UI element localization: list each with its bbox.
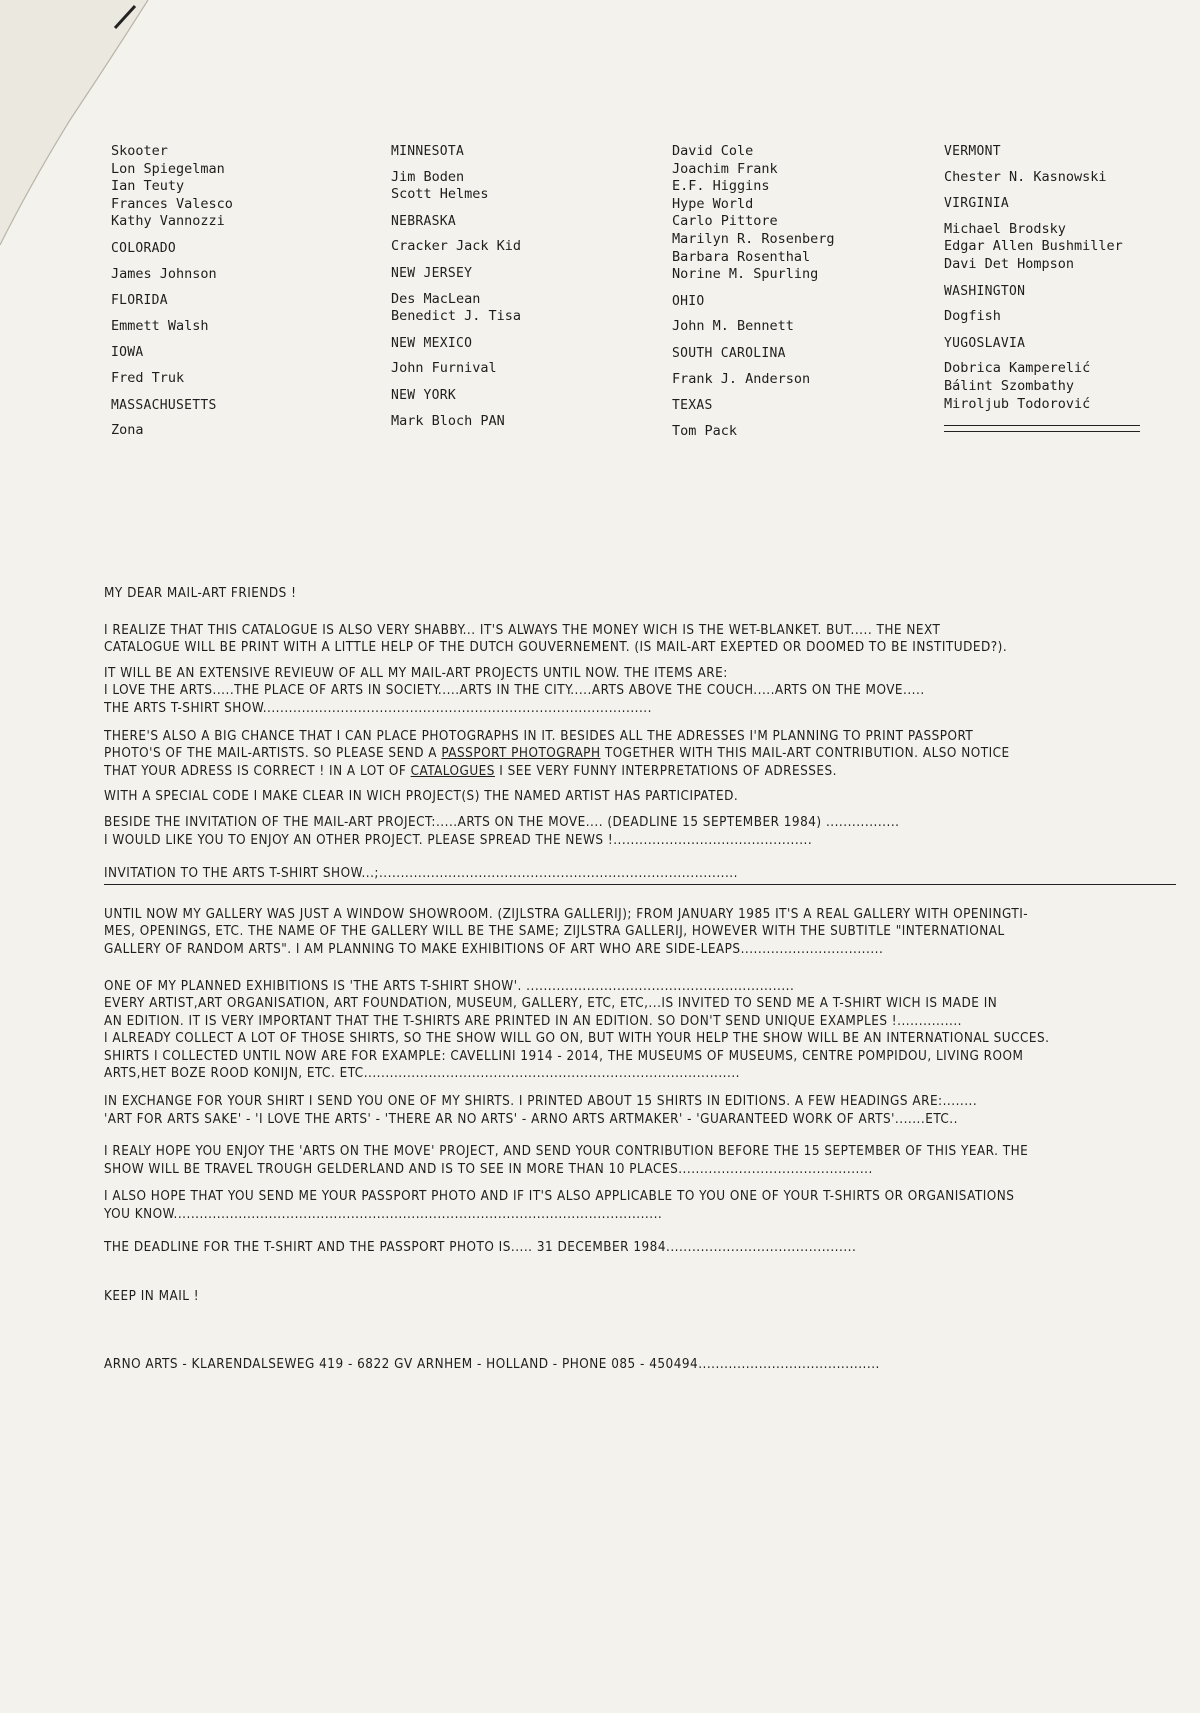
state-heading: VIRGINIA [944, 196, 1010, 212]
artist-name: Chester N. Kasnowski [944, 168, 1107, 185]
state-heading: WASHINGTON [944, 283, 1026, 299]
artist-name: Frances Valesco [111, 195, 233, 212]
paragraph: IN EXCHANGE FOR YOUR SHIRT I SEND YOU ONE OF MY SHIRTS. I PRINTED ABOUT 15 SHIRTS IN EDITIONS. A FEW HEADINGS ARE:........ 'ART FOR ARTS SAKE' - 'I LOVE THE ARTS' - 'THERE AR NO ARTS' - ARNO ARTS ARTMAKER' - 'GUARANTEED WORK OF ARTS'.......ETC.. [104, 1094, 978, 1127]
paragraph: BESIDE THE INVITATION OF THE MAIL-ART PROJECT:.....ARTS ON THE MOVE.... (DEADLINE 15 SEPTEMBER 1984) ................. I WOULD LIKE YOU TO ENJOY AN OTHER PROJECT. PLEASE SPREAD THE NEWS !.............................................. [104, 814, 900, 848]
artist-name: James Johnson [111, 265, 217, 282]
artist-name: Dogfish [944, 308, 1001, 325]
paragraph: I REALIZE THAT THIS CATALOGUE IS ALSO VERY SHABBY... IT'S ALWAYS THE MONEY WICH IS THE WET-BLANKET. BUT..... THE NEXT CATALOGUE WILL BE PRINT WITH A LITTLE HELP OF THE DUTCH GOUVERNEMENT. (IS MAIL-ART EXEPTED OR DOOMED TO BE INSTITUDED?). [104, 622, 1008, 656]
state-group [111, 335, 381, 387]
state-heading: YUGOSLAVIA [944, 335, 1026, 351]
state-heading: TEXAS [672, 398, 713, 414]
artist-name: Tom Pack [672, 422, 738, 439]
state-group [944, 274, 1200, 326]
artist-name: Mark Bloch PAN [391, 412, 505, 429]
state-group [391, 378, 661, 430]
artist-name: Jim Boden [391, 168, 465, 185]
artist-name: Barbara Rosenthal [672, 248, 811, 265]
artist-name: Joachim Frank [672, 160, 778, 177]
state-heading: MINNESOTA [391, 144, 465, 159]
state-group [672, 336, 942, 388]
artist-name: Cracker Jack Kid [391, 238, 522, 255]
state-group [672, 284, 942, 336]
artist-name: Davi Det Hompson [944, 255, 1075, 272]
state-group [111, 388, 381, 440]
double-rule [944, 425, 1140, 432]
state-heading: MASSACHUSETTS [111, 397, 217, 413]
artist-column [672, 143, 942, 440]
state-group [672, 388, 942, 440]
catalogues-emphasis: CATALOGUES [410, 763, 495, 779]
artist-name: Frank J. Anderson [672, 370, 811, 387]
artist-name: Carlo Pittore [672, 213, 778, 230]
state-group [391, 326, 661, 378]
state-heading: IOWA [111, 345, 144, 361]
artist-name: John Furnival [391, 360, 497, 377]
state-group [672, 143, 942, 284]
artist-name: Benedict J. Tisa [391, 308, 522, 325]
artist-name: Skooter [111, 143, 168, 159]
deadline: THE DEADLINE FOR THE T-SHIRT AND THE PASSPORT PHOTO IS..... 31 DECEMBER 1984............................................ [104, 1239, 857, 1255]
letter-body [104, 585, 1180, 1390]
artist-name: E.F. Higgins [672, 178, 770, 195]
salutation: MY DEAR MAIL-ART FRIENDS ! [104, 586, 297, 601]
artist-name: Bálint Szombathy [944, 377, 1075, 394]
closing: KEEP IN MAIL ! [104, 1289, 200, 1305]
state-group [391, 143, 661, 204]
artist-name: Fred Truk [111, 369, 185, 386]
artist-name: Scott Helmes [391, 186, 489, 203]
artist-name: Ian Teuty [111, 178, 185, 195]
paragraph: THERE'S ALSO A BIG CHANCE THAT I CAN PLACE PHOTOGRAPHS IN IT. BESIDES ALL THE ADRESSES I'M PLANNING TO PRINT PASSPORT PHOTO'S OF THE MAIL-ARTISTS. SO PLEASE SEND A PASSPORT PHOTOGRAPH TOGETHER WITH THIS MAIL-ART CONTRIBUTION. ALSO NOTICE THAT YOUR ADRESS IS CORRECT ! IN A LOT OF CATALOGUES I SEE VERY FUNNY INTERPRETATIONS OF ADRESSES. [104, 728, 1010, 779]
paragraph: IT WILL BE AN EXTENSIVE REVIEUW OF ALL MY MAIL-ART PROJECTS UNTIL NOW. THE ITEMS ARE: I LOVE THE ARTS.....THE PLACE OF ARTS IN SOCIETY.....ARTS IN THE CITY.....ARTS ABOVE THE COUCH.....ARTS ON THE MOVE..... THE ARTS T-SHIRT SHOW.......................................................................................... [104, 665, 925, 716]
artist-name: Marilyn R. Rosenberg [672, 230, 835, 247]
state-group [391, 256, 661, 326]
artist-column [111, 143, 381, 440]
state-group [111, 283, 381, 335]
artist-name: Zona [111, 422, 144, 439]
state-heading: NEW MEXICO [391, 335, 473, 351]
artist-name: Hype World [672, 195, 754, 212]
section-title: INVITATION TO THE ARTS T-SHIRT SHOW...;................................................................................... [104, 865, 1176, 885]
paragraph: ONE OF MY PLANNED EXHIBITIONS IS 'THE ARTS T-SHIRT SHOW'. .............................................................. EVERY ARTIST,ART ORGANISATION, ART FOUNDATION, MUSEUM, GALLERY, ETC, ETC,...IS INVITED TO SEND ME A T-SHIRT WICH IS MADE IN AN EDITION. IT IS VERY IMPORTANT THAT THE T-SHIRTS ARE PRINTED IN AN EDITION. SO DON'T SEND UNIQUE EXAMPLES !............... I ALREADY COLLECT A LOT OF THOSE SHIRTS, SO THE SHOW WILL GO ON, BUT WITH YOUR HELP THE SHOW WILL BE AN INTERNATIONAL SUCCES. SHIRTS I COLLECTED UNTIL NOW ARE FOR EXAMPLE: CAVELLINI 1914 - 2014, THE MUSEUMS OF MUSEUMS, CENTRE POMPIDOU, LIVING ROOM ARTS,HET BOZE ROOD KONIJN, ETC. ETC....................................................................................... [104, 978, 1050, 1082]
state-group [944, 186, 1200, 273]
state-heading: VERMONT [944, 144, 1001, 159]
state-heading: SOUTH CAROLINA [672, 345, 786, 361]
artist-column [391, 143, 661, 430]
artist-name: Dobrica Kamperelić [944, 360, 1091, 377]
artist-name: Des MacLean [391, 290, 481, 307]
state-group [391, 204, 661, 256]
artist-name: Lon Spiegelman [111, 160, 225, 177]
artist-name: John M. Bennett [672, 318, 794, 335]
artist-name: Kathy Vannozzi [111, 213, 225, 230]
artist-name: Miroljub Todorović [944, 395, 1091, 412]
artist-name: Michael Brodsky [944, 220, 1066, 237]
address-line: ARNO ARTS - KLARENDALSEWEG 419 - 6822 GV ARNHEM - HOLLAND - PHONE 085 - 450494.......................................... [104, 1356, 880, 1372]
state-group [111, 231, 381, 283]
artist-name: Norine M. Spurling [672, 266, 819, 283]
paragraph: WITH A SPECIAL CODE I MAKE CLEAR IN WICH PROJECT(S) THE NAMED ARTIST HAS PARTICIPATED. [104, 789, 739, 805]
state-group [944, 326, 1200, 413]
state-heading: OHIO [672, 293, 705, 309]
passport-photograph-emphasis: PASSPORT PHOTOGRAPH [441, 746, 601, 762]
state-heading: COLORADO [111, 240, 177, 256]
artist-name: David Cole [672, 143, 754, 159]
state-heading: NEBRASKA [391, 213, 457, 229]
paragraph: UNTIL NOW MY GALLERY WAS JUST A WINDOW SHOWROOM. (ZIJLSTRA GALLERIJ); FROM JANUARY 1985 IT'S A REAL GALLERY WITH OPENINGTI- MES, OPENINGS, ETC. THE NAME OF THE GALLERY WILL BE THE SAME; ZIJLSTRA GALLERIJ, HOWEVER WITH THE SUBTITLE "INTERNATIONAL GALLERY OF RANDOM ARTS". I AM PLANNING TO MAKE EXHIBITIONS OF ART WHO ARE SIDE-LEAPS................................. [104, 906, 1029, 957]
state-heading: FLORIDA [111, 293, 168, 309]
artist-name: Edgar Allen Bushmiller [944, 238, 1123, 255]
state-heading: NEW JERSEY [391, 265, 473, 281]
artist-column [944, 143, 1200, 432]
state-heading: NEW YORK [391, 387, 457, 403]
paragraph: I REALY HOPE YOU ENJOY THE 'ARTS ON THE MOVE' PROJECT, AND SEND YOUR CONTRIBUTION BEFORE THE 15 SEPTEMBER OF THIS YEAR. THE SHOW WILL BE TRAVEL TROUGH GELDERLAND AND IS TO SEE IN MORE THAN 10 PLACES............................................. [104, 1144, 1029, 1177]
artist-name: Emmett Walsh [111, 317, 209, 334]
state-group [111, 143, 381, 231]
paragraph: I ALSO HOPE THAT YOU SEND ME YOUR PASSPORT PHOTO AND IF IT'S ALSO APPLICABLE TO YOU ONE OF YOUR T-SHIRTS OR ORGANISATIONS YOU KNOW................................................................................................................. [104, 1189, 1015, 1223]
state-group [944, 143, 1200, 186]
